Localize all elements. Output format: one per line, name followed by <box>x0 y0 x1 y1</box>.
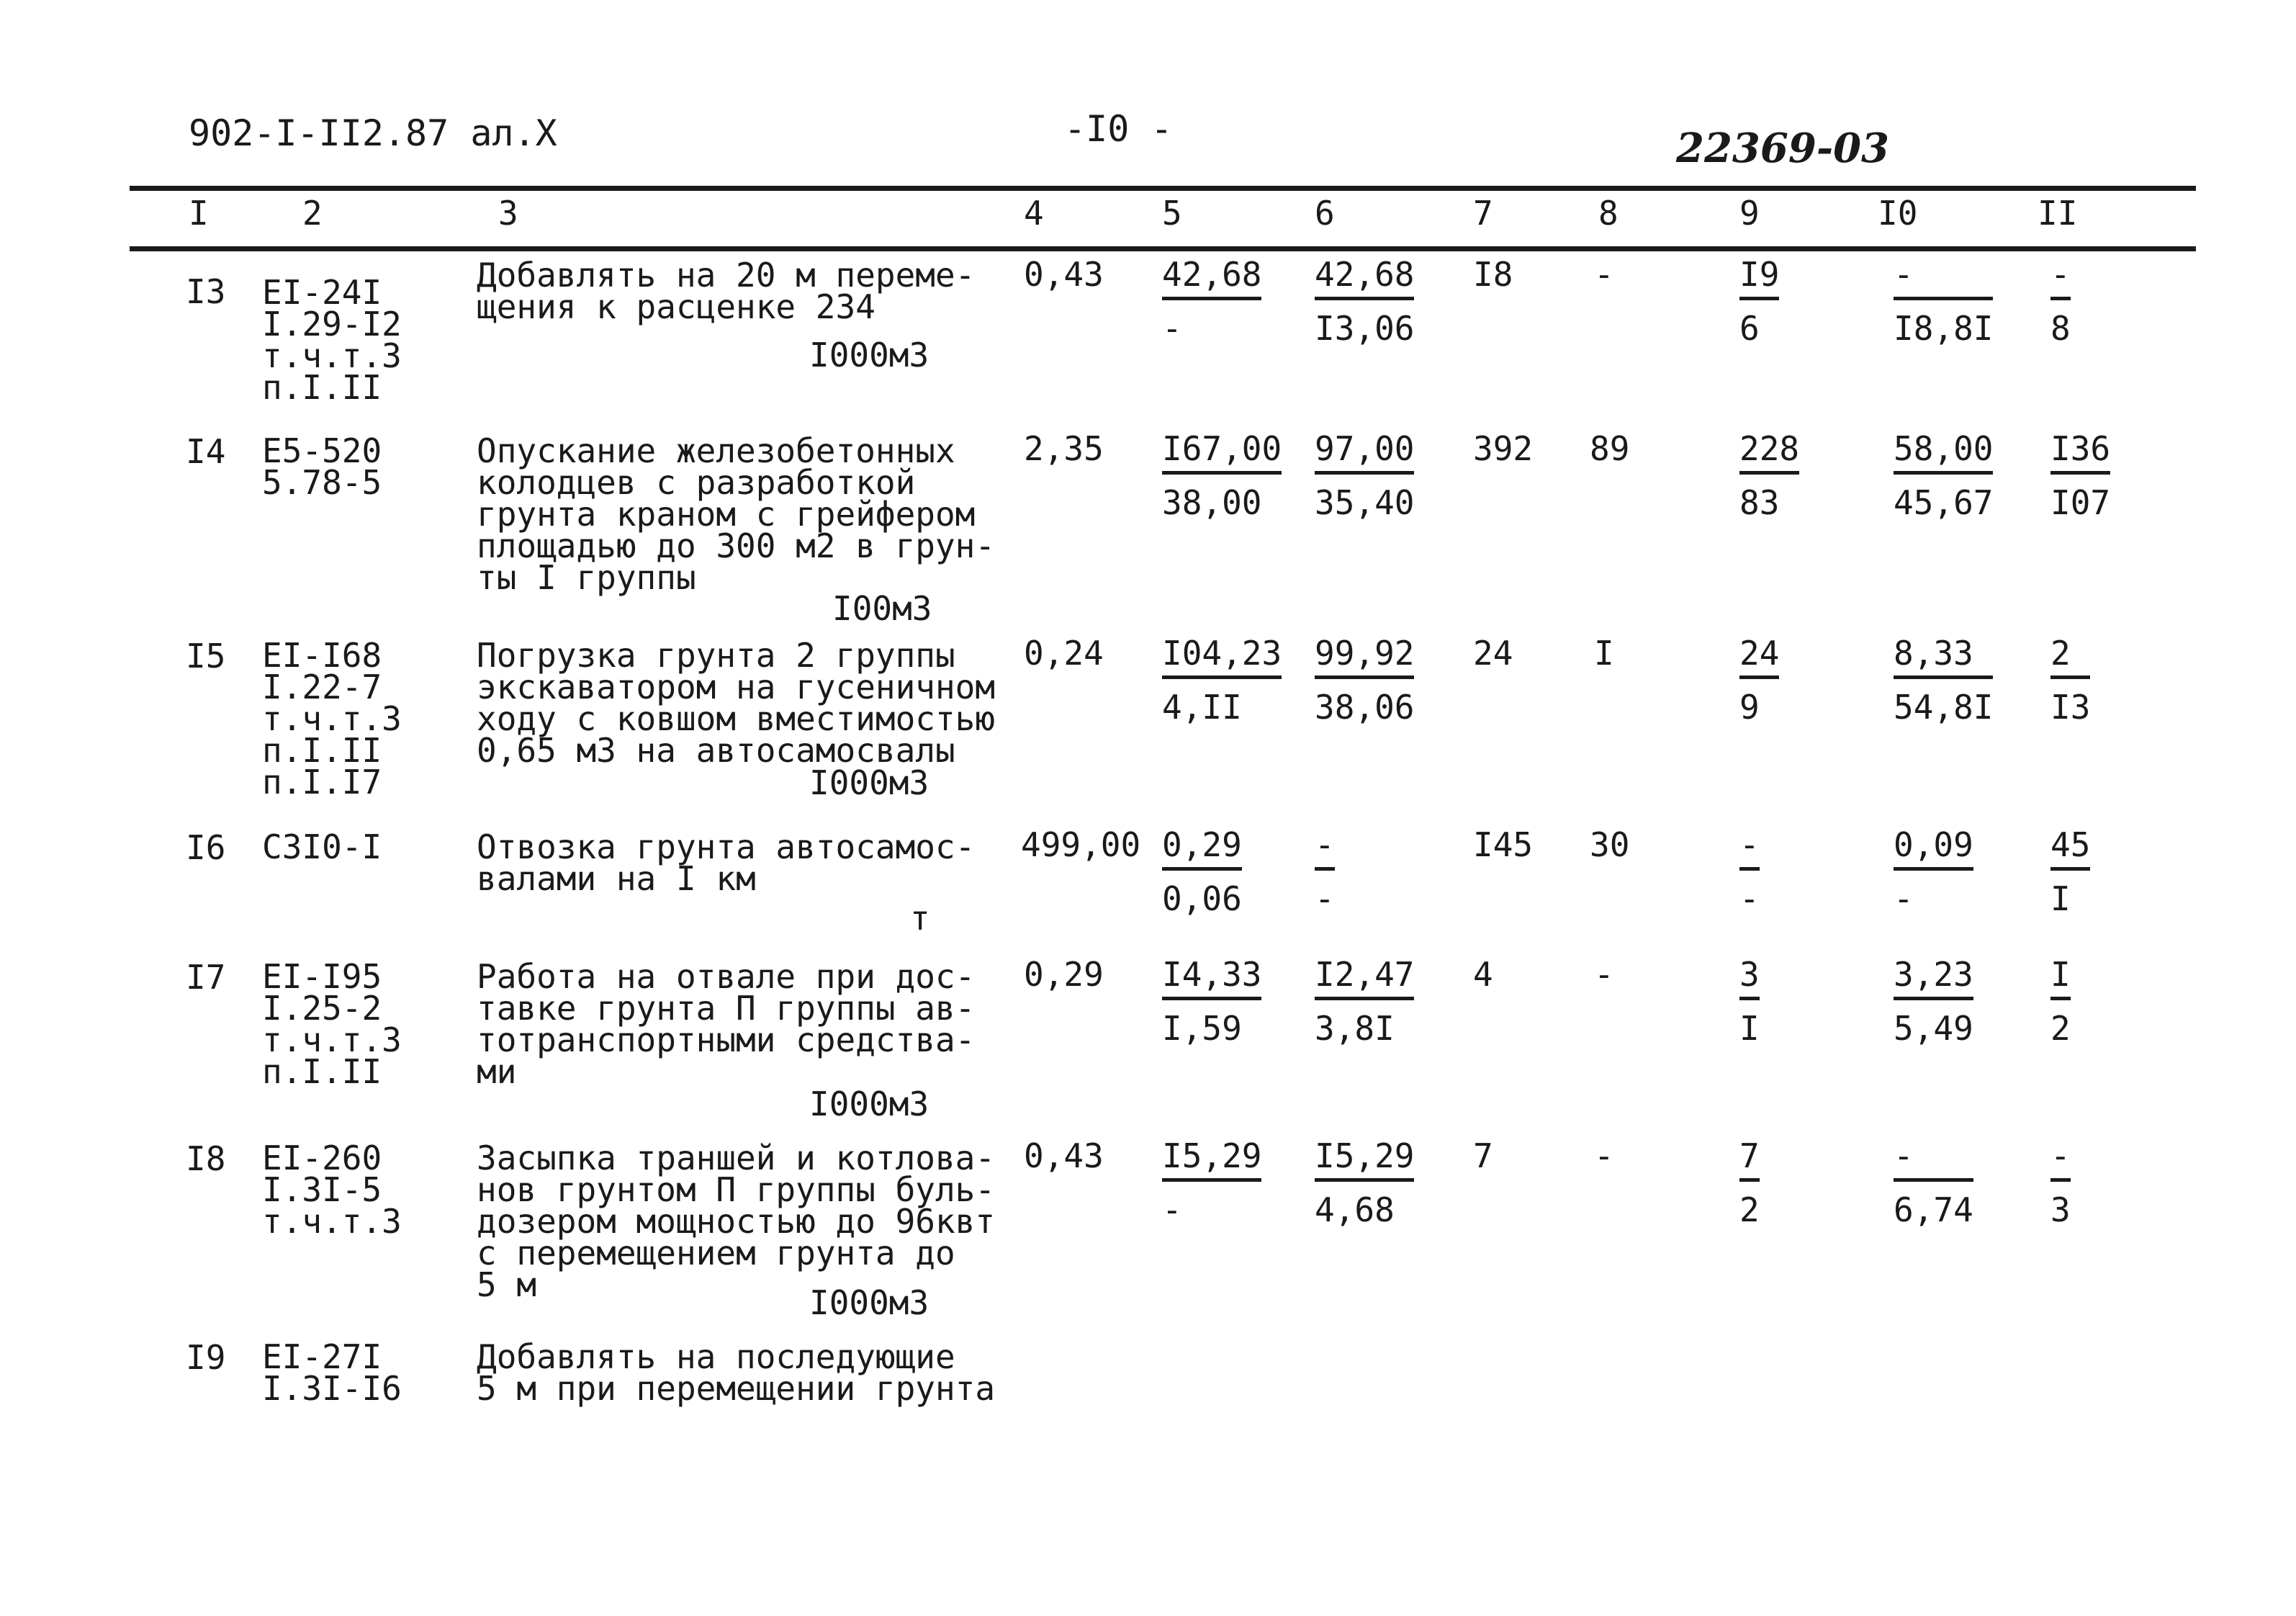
work-description: Погрузка грунта 2 группы экскаватором на гусеничном ходу с ковшом вместимостью 0,65 м3 на автосамосвалы <box>477 636 996 770</box>
value-col-8: - <box>1594 955 1614 994</box>
value-col-9: $\frac{228}{83}$ <box>1739 429 1800 522</box>
rate-code: EI-27I I.3I-I6 <box>262 1337 402 1408</box>
rate-code: EI-I95 I.25-2 т.ч.т.3 п.I.II <box>262 957 402 1091</box>
unit-of-measure: I000м3 <box>809 1283 929 1322</box>
value-col-8: I <box>1594 634 1614 673</box>
cost-col-5: $\frac{I04,23}{4,II}$ <box>1162 634 1282 727</box>
value-col-10: $\frac{8,33}{54,8I}$ <box>1894 634 1994 727</box>
value-col-7: 4 <box>1473 955 1493 994</box>
column-header-7: 7 <box>1473 194 1493 233</box>
cost-col-6: $\frac{I5,29}{4,68}$ <box>1315 1136 1415 1229</box>
value-col-10: - 6,74 <box>1894 1136 1973 1229</box>
unit-of-measure: I000м3 <box>809 1085 929 1123</box>
value-col-10: $\frac{3,23}{5,49}$ <box>1894 955 1973 1048</box>
document-code: 902-I-II2.87 ал.X <box>189 112 557 154</box>
value-col-10: - I8,8I <box>1894 255 1994 348</box>
row-number: I8 <box>186 1139 226 1178</box>
value-col-9: $\frac{24}{9}$ <box>1739 634 1780 727</box>
work-description: Засыпка траншей и котлова- нов грунтом П группы буль- дозером мощностью до 96квт с перемещением грунта до 5 м <box>477 1139 996 1304</box>
rate-code: EI-24I I.29-I2 т.ч.т.3 п.I.II <box>262 273 402 407</box>
cost-col-5: I5,29 - <box>1162 1136 1262 1229</box>
unit-of-measure: I00м3 <box>832 589 932 628</box>
row-number: I5 <box>186 637 226 675</box>
row-number: I6 <box>186 828 226 867</box>
rate-code: EI-260 I.3I-5 т.ч.т.3 <box>262 1139 402 1241</box>
cost-col-6: $\frac{99,92}{38,06}$ <box>1315 634 1415 727</box>
rate-code: EI-I68 I.22-7 т.ч.т.3 п.I.II п.I.I7 <box>262 636 402 802</box>
value-col-11: - 8 <box>2050 255 2071 348</box>
value-col-8: - <box>1594 1136 1614 1175</box>
value-col-9: $\frac{I9}{6}$ <box>1739 255 1780 348</box>
value-col-10: 0,09 - <box>1894 825 1973 918</box>
column-header-3: 3 <box>498 194 518 233</box>
work-description: Отвозка грунта автосамос- валами на I км <box>477 827 976 898</box>
row-number: I9 <box>186 1338 226 1377</box>
row-number: I4 <box>186 432 226 471</box>
table-header-rule <box>130 246 2196 251</box>
rate-code: E5-520 5.78-5 <box>262 431 382 502</box>
value-col-11: $\frac{I36}{I07}$ <box>2050 429 2111 522</box>
cost-col-6: $\frac{42,68}{I3,06}$ <box>1315 255 1415 348</box>
work-description: Добавлять на 20 м переме- щения к расценке 234 <box>477 256 976 326</box>
row-number: I3 <box>186 272 226 311</box>
quantity: 0,43 <box>1024 1136 1104 1175</box>
cost-col-6: $\frac{I2,47}{3,8I}$ <box>1315 955 1415 1048</box>
column-header-5: 5 <box>1162 194 1182 233</box>
table-top-rule <box>130 186 2196 191</box>
cost-col-5: $\frac{0,29}{0,06}$ <box>1162 825 1242 918</box>
value-col-8: 30 <box>1590 825 1630 864</box>
quantity: 499,00 <box>1021 825 1141 864</box>
column-header-11: II <box>2038 194 2078 233</box>
rate-code: C3I0-I <box>262 827 382 866</box>
unit-of-measure: I000м3 <box>809 763 929 802</box>
work-description: Опускание железобетонных колодцев с разработкой грунта краном с грейфером площадью до 300 м2 в грун- ты I группы <box>477 431 996 597</box>
value-col-7: 7 <box>1473 1136 1493 1175</box>
value-col-11: - 3 <box>2050 1136 2071 1229</box>
column-header-4: 4 <box>1024 194 1044 233</box>
column-header-8: 8 <box>1598 194 1619 233</box>
quantity: 2,35 <box>1024 429 1104 468</box>
unit-of-measure: т <box>910 899 930 938</box>
column-header-1: I <box>189 194 209 233</box>
value-col-11: $\frac{45}{I}$ <box>2050 825 2091 918</box>
page-label: -I0 - <box>1064 108 1173 150</box>
row-number: I7 <box>186 958 226 997</box>
value-col-10: $\frac{58,00}{45,67}$ <box>1894 429 1994 522</box>
value-col-9: $\frac{7}{2}$ <box>1739 1136 1760 1229</box>
quantity: 0,43 <box>1024 255 1104 294</box>
work-description: Работа на отвале при дос- тавке грунта П группы ав- тотранспортными средства- ми <box>477 957 976 1091</box>
value-col-7: I45 <box>1473 825 1534 864</box>
value-col-11: $\frac{2}{I3}$ <box>2050 634 2091 727</box>
value-col-7: 24 <box>1473 634 1513 673</box>
value-col-7: 392 <box>1473 429 1534 468</box>
cost-col-5: $\frac{I67,00}{38,00}$ <box>1162 429 1282 522</box>
column-header-6: 6 <box>1315 194 1335 233</box>
column-header-2: 2 <box>302 194 323 233</box>
cost-col-5: 42,68 - <box>1162 255 1262 348</box>
column-header-9: 9 <box>1739 194 1760 233</box>
value-col-9: $\frac{3}{I}$ <box>1739 955 1760 1048</box>
work-description: Добавлять на последующие 5 м при перемещении грунта <box>477 1337 996 1408</box>
value-col-9: - - <box>1739 825 1760 918</box>
value-col-8: - <box>1594 255 1614 294</box>
value-col-11: $\frac{I}{2}$ <box>2050 955 2071 1048</box>
cost-col-5: $\frac{I4,33}{I,59}$ <box>1162 955 1262 1048</box>
quantity: 0,24 <box>1024 634 1104 673</box>
sheet-number: 22369-03 <box>1676 125 1889 172</box>
cost-col-6: $\frac{97,00}{35,40}$ <box>1315 429 1415 522</box>
cost-col-6: - - <box>1315 825 1335 918</box>
unit-of-measure: I000м3 <box>809 336 929 374</box>
value-col-8: 89 <box>1590 429 1630 468</box>
value-col-7: I8 <box>1473 255 1513 294</box>
column-header-10: I0 <box>1878 194 1918 233</box>
quantity: 0,29 <box>1024 955 1104 994</box>
